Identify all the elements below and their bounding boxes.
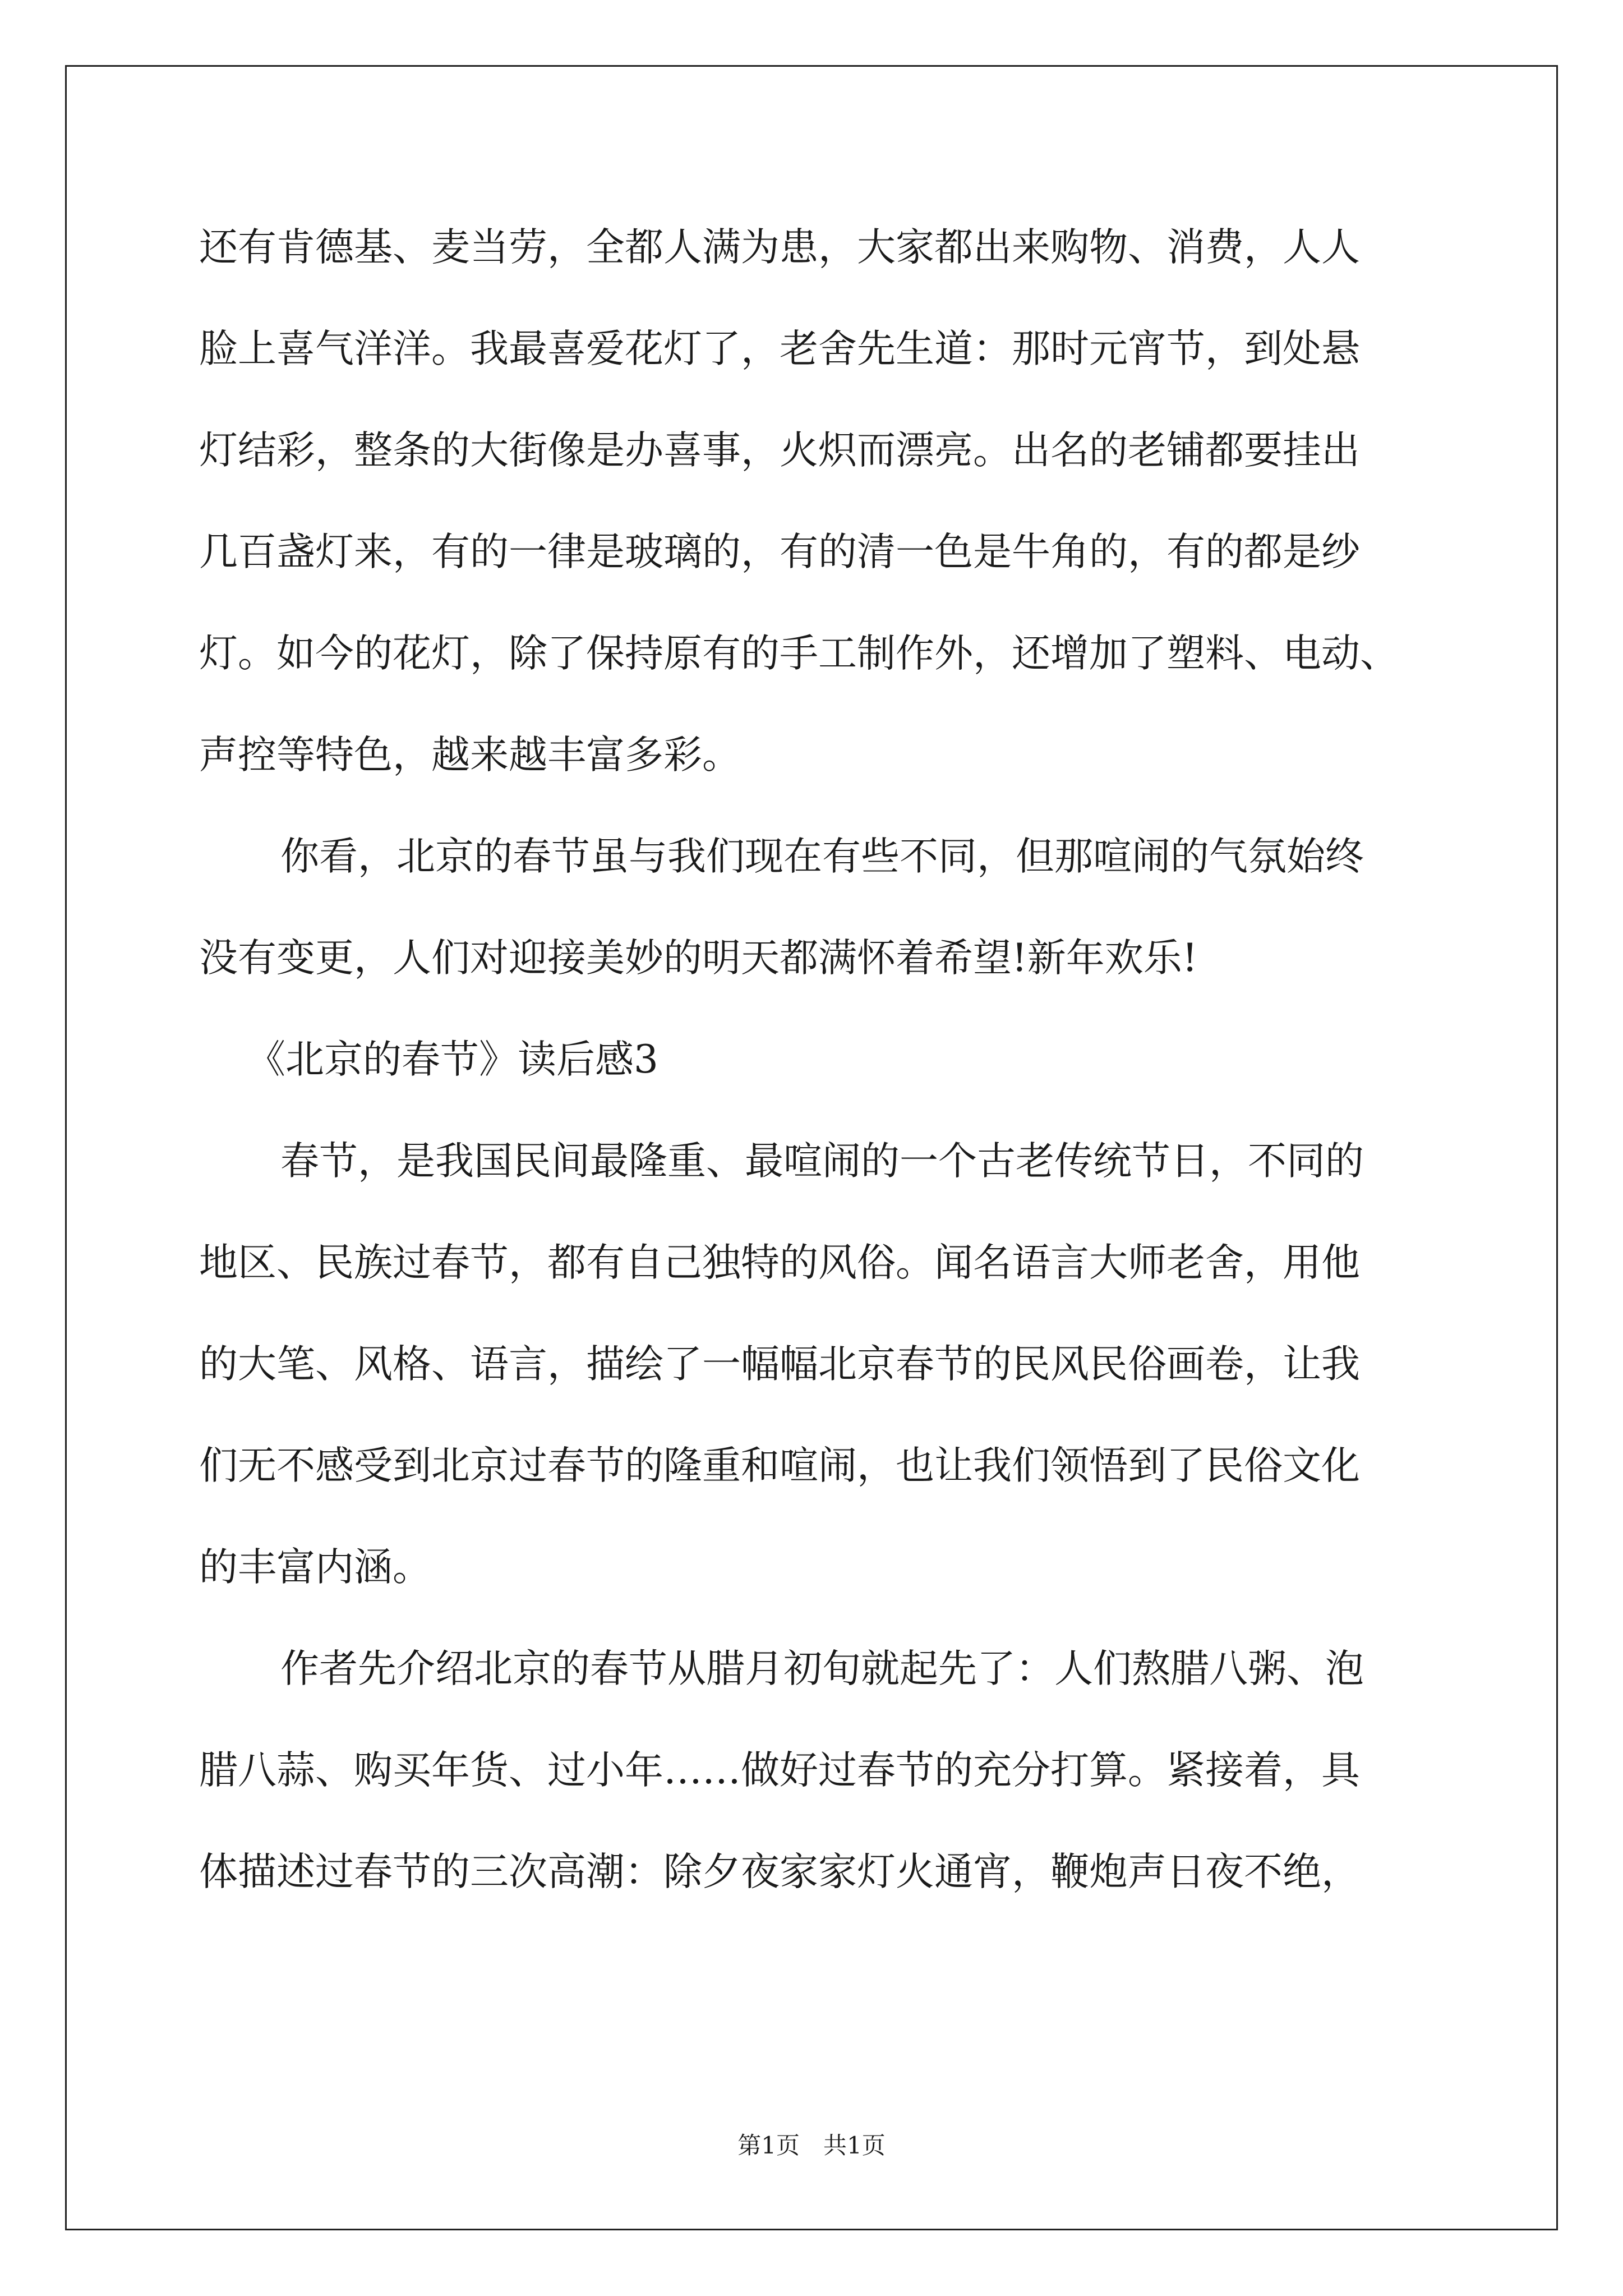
page-number-footer: 第1页 共1页 xyxy=(737,2132,886,2159)
section-heading: 《北京的春节》读后感3 xyxy=(247,1037,658,1082)
text-line: 体描述过春节的三次高潮：除夕夜家家灯火通宵，鞭炮声日夜不绝， xyxy=(199,1849,1360,1894)
text-line: 几百盏灯来，有的一律是玻璃的，有的清一色是牛角的，有的都是纱 xyxy=(199,530,1360,574)
text-line: 还有肯德基、麦当劳，全都人满为患，大家都出来购物、消费，人人 xyxy=(199,225,1360,270)
text-line: 们无不感受到北京过春节的隆重和喧闹，也让我们领悟到了民俗文化 xyxy=(199,1443,1360,1488)
text-line: 灯结彩，整条的大街像是办喜事，火炽而漂亮。出名的老铺都要挂出 xyxy=(199,428,1360,473)
text-line: 的大笔、风格、语言，描绘了一幅幅北京春节的民风民俗画卷，让我 xyxy=(199,1342,1360,1387)
text-line: 腊八蒜、购买年货、过小年……做好过春节的充分打算。紧接着，具 xyxy=(199,1748,1360,1793)
text-line: 没有变更，人们对迎接美妙的明天都满怀着希望!新年欢乐! xyxy=(199,936,1198,981)
paragraph-first-line: 你看，北京的春节虽与我们现在有些不同，但那喧闹的气氛始终 xyxy=(280,834,1364,879)
paragraph-first-line: 作者先介绍北京的春节从腊月初旬就起先了：人们熬腊八粥、泡 xyxy=(280,1646,1364,1691)
paragraph-first-line: 春节，是我国民间最隆重、最喧闹的一个古老传统节日，不同的 xyxy=(280,1139,1364,1184)
text-line: 地区、民族过春节，都有自己独特的风俗。闻名语言大师老舍，用他 xyxy=(199,1240,1360,1285)
text-line: 灯。如今的花灯，除了保持原有的手工制作外，还增加了塑料、电动、 xyxy=(199,631,1399,676)
text-line: 声控等特色，越来越丰富多彩。 xyxy=(199,733,741,777)
text-line: 的丰富内涵。 xyxy=(199,1545,431,1590)
text-line: 脸上喜气洋洋。我最喜爱花灯了，老舍先生道：那时元宵节，到处悬 xyxy=(199,326,1360,371)
